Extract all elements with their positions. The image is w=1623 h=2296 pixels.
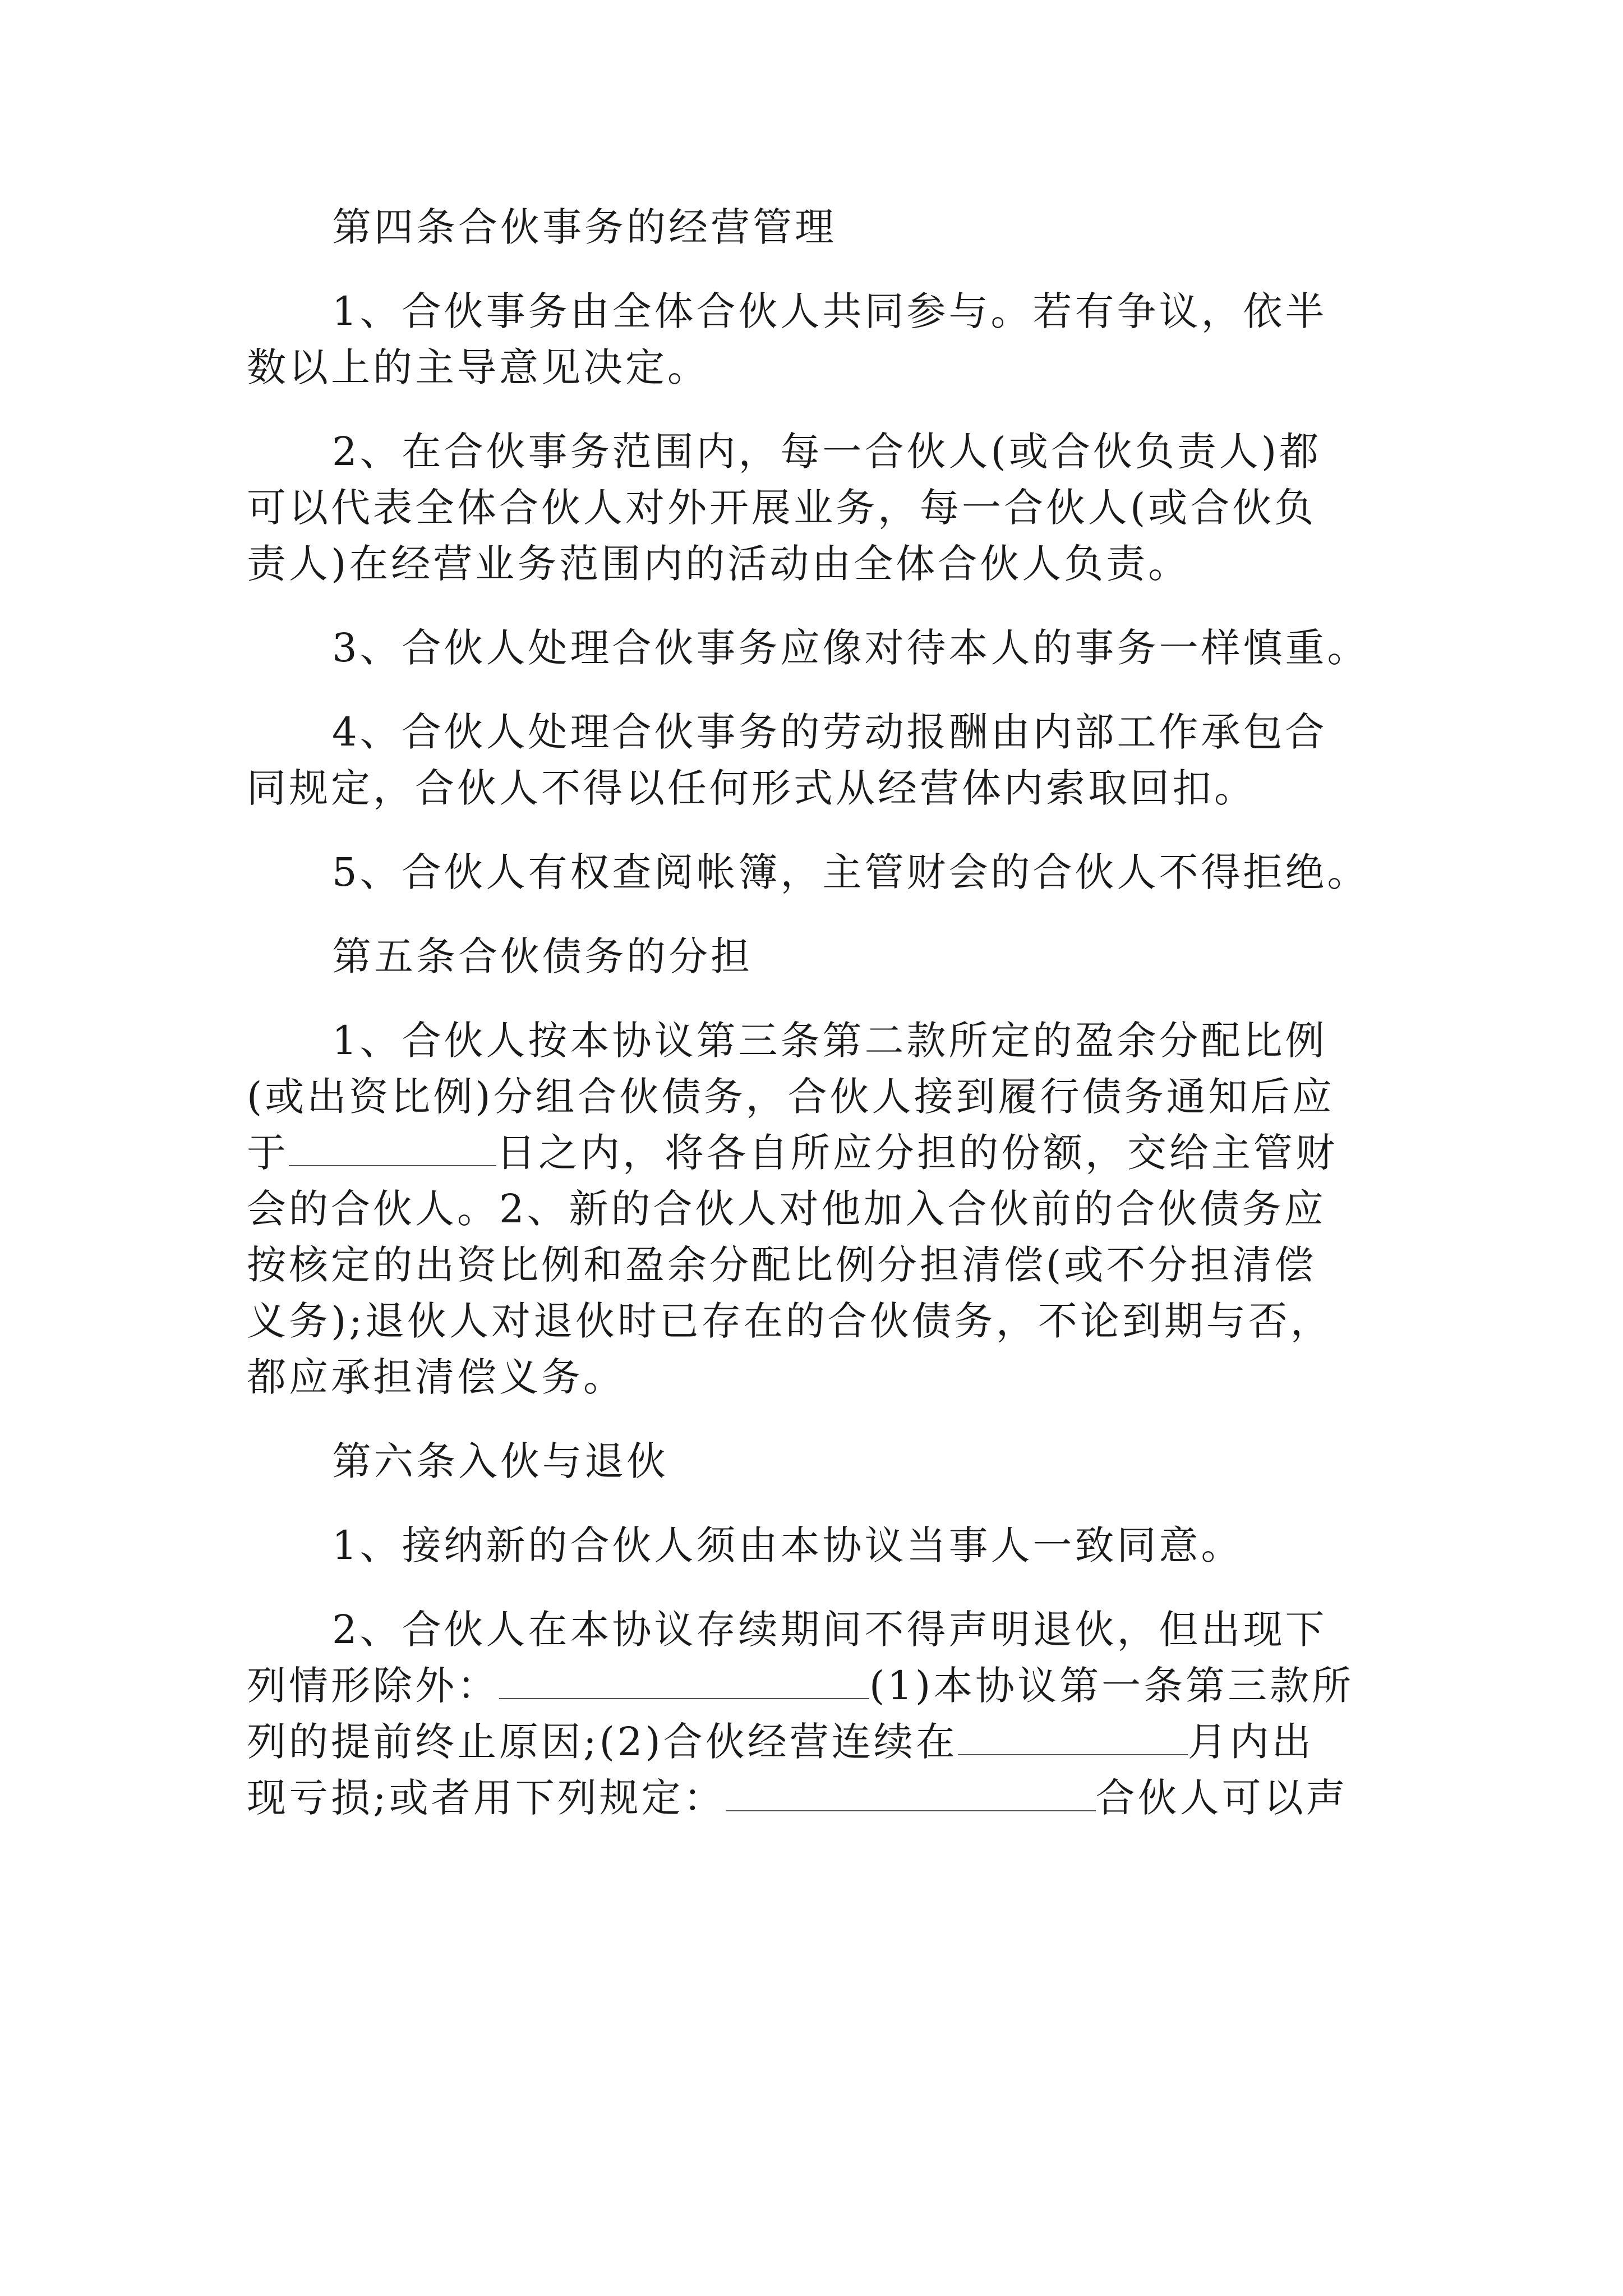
paragraph-line: 都应承担清偿义务。: [247, 1354, 625, 1400]
paragraph-line: (或出资比例)分组合伙债务，合伙人接到履行债务通知后应: [247, 1074, 1335, 1120]
section-heading-6: 第六条入伙与退伙: [332, 1438, 668, 1484]
paragraph-line: 义务);退伙人对退伙时已存在的合伙债务，不论到期与否，: [247, 1298, 1332, 1344]
text-segment: (1)本协议第一条第三款所: [869, 1663, 1354, 1709]
document-body: [247, 199, 1391, 1826]
paragraph-line-with-blank: [247, 1658, 1391, 1714]
paragraph-line: 按核定的出资比例和盈余分配比例分担清偿(或不分担清偿: [247, 1242, 1317, 1288]
fill-in-blank[interactable]: [499, 1663, 869, 1699]
paragraph-line-with-blank: [247, 1714, 1391, 1770]
paragraph-line: 责人)在经营业务范围内的活动由全体合伙人负责。: [247, 541, 1191, 587]
paragraph-line: 3、合伙人处理合伙事务应像对待本人的事务一样慎重。: [332, 625, 1370, 671]
paragraph-line: 1、合伙人按本协议第三条第二款所定的盈余分配比例: [332, 1018, 1327, 1064]
fill-in-blank[interactable]: [958, 1719, 1188, 1755]
paragraph-line: 同规定，合伙人不得以任何形式从经营体内索取回扣。: [247, 765, 1256, 811]
text-segment: 于: [247, 1130, 289, 1176]
paragraph-line-with-blank: [247, 1770, 1391, 1826]
paragraph-line: 会的合伙人。2、新的合伙人对他加入合伙前的合伙债务应: [247, 1186, 1326, 1232]
paragraph-line: 1、接纳新的合伙人须由本协议当事人一致同意。: [332, 1522, 1243, 1568]
paragraph-line: 2、在合伙事务范围内，每一合伙人(或合伙负责人)都: [332, 429, 1322, 475]
paragraph-line-with-blank: [247, 1125, 1391, 1181]
text-segment: 现亏损;或者用下列规定：: [247, 1775, 726, 1821]
paragraph-line: 可以代表全体合伙人对外开展业务，每一合伙人(或合伙负: [247, 485, 1317, 531]
text-segment: 日之内，将各自所应分担的份额，交给主管财: [496, 1130, 1338, 1176]
text-segment: 列情形除外：: [247, 1663, 499, 1709]
fill-in-blank[interactable]: [289, 1130, 496, 1166]
section-heading-4: 第四条合伙事务的经营管理: [332, 204, 837, 250]
section-heading-5: 第五条合伙债务的分担: [332, 933, 753, 979]
fill-in-blank[interactable]: [726, 1775, 1096, 1811]
text-segment: 月内出: [1187, 1719, 1314, 1765]
paragraph-line: 4、合伙人处理合伙事务的劳动报酬由内部工作承包合: [332, 709, 1327, 755]
text-segment: 列的提前终止原因;(2)合伙经营连续在: [247, 1719, 958, 1765]
paragraph-line: 数以上的主导意见决定。: [247, 344, 709, 390]
text-segment: 合伙人可以声: [1095, 1775, 1348, 1821]
paragraph-line: 5、合伙人有权查阅帐簿，主管财会的合伙人不得拒绝。: [332, 849, 1370, 895]
paragraph-line: 1、合伙事务由全体合伙人共同参与。若有争议，依半: [332, 288, 1327, 334]
paragraph-line: 2、合伙人在本协议存续期间不得声明退伙，但出现下: [332, 1607, 1327, 1653]
